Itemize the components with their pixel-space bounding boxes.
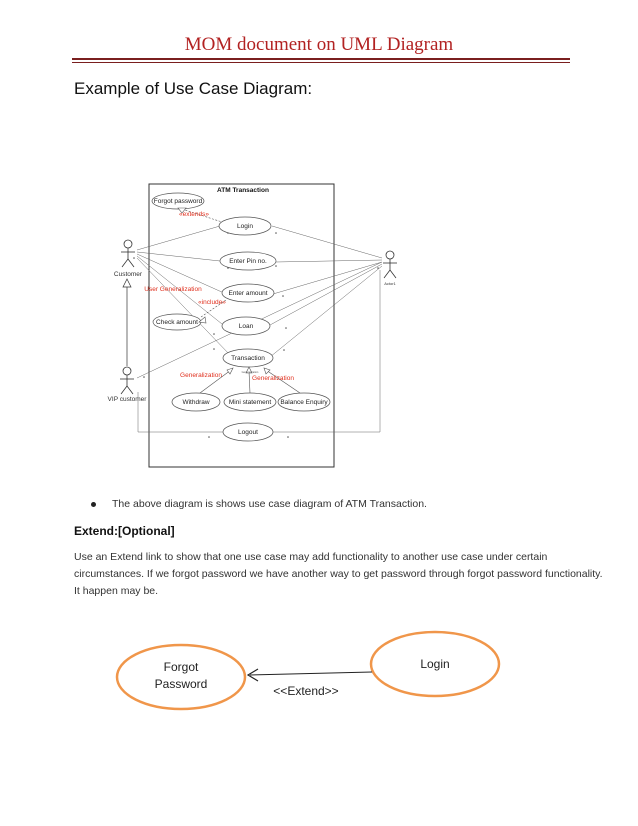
system-title: ATM Transaction (217, 187, 269, 194)
atm-label: Actor1 (384, 281, 396, 286)
generalization-left-label: Generalization (180, 372, 222, 379)
login-label: Login (237, 223, 253, 230)
amount-label: Enter amount (228, 290, 268, 297)
para-line: circumstances. If we forgot password we have another way to get password through forgot password functionality. (74, 568, 603, 580)
mini-label: Mini statement (228, 399, 272, 406)
logout-label: Logout (238, 429, 258, 436)
forgot-text-1: Forgot (163, 660, 199, 674)
extend-arrow-line (250, 672, 372, 675)
section-heading: Example of Use Case Diagram: (74, 79, 313, 98)
page-title: MOM document on UML Diagram (184, 34, 454, 55)
generalization-small-label: Generalization (241, 371, 259, 374)
user-generalization-label: User Generalization (144, 286, 202, 293)
vip-actor (120, 367, 134, 394)
pin-label: Enter Pin no. (229, 258, 267, 265)
transaction-label: Transaction (231, 355, 265, 362)
login-text: Login (420, 657, 450, 671)
forgot-text-2: Password (154, 677, 208, 691)
loan-label: Loan (238, 323, 254, 330)
extend-label: <<Extend>> (273, 684, 339, 698)
para-line: It happen may be. (74, 585, 159, 597)
bullet-text: The above diagram is shows use case diagram of ATM Transaction. (112, 498, 427, 510)
check-label: Check amount (156, 319, 198, 326)
generalization-right-label: Generalization (252, 375, 294, 382)
extends-label: «extends» (179, 211, 209, 218)
extend-paragraph (74, 549, 603, 600)
para-line: Use an Extend link to show that one use case may add functionality to another use case under certain (74, 551, 548, 563)
customer-actor (121, 240, 135, 267)
forgot-label: Forgot password (153, 198, 203, 205)
withdraw-label: Withdraw (182, 399, 210, 406)
customer-label: Customer (113, 271, 143, 278)
bullet-dot (91, 502, 96, 507)
extend-heading: Extend:[Optional] (74, 524, 175, 538)
include-label: «include» (198, 299, 226, 306)
generalization-arrow (123, 279, 131, 287)
vip-label: VIP customer (107, 396, 147, 403)
balance-label: Balance Enquiry (280, 399, 328, 406)
atm-actor (383, 251, 397, 278)
